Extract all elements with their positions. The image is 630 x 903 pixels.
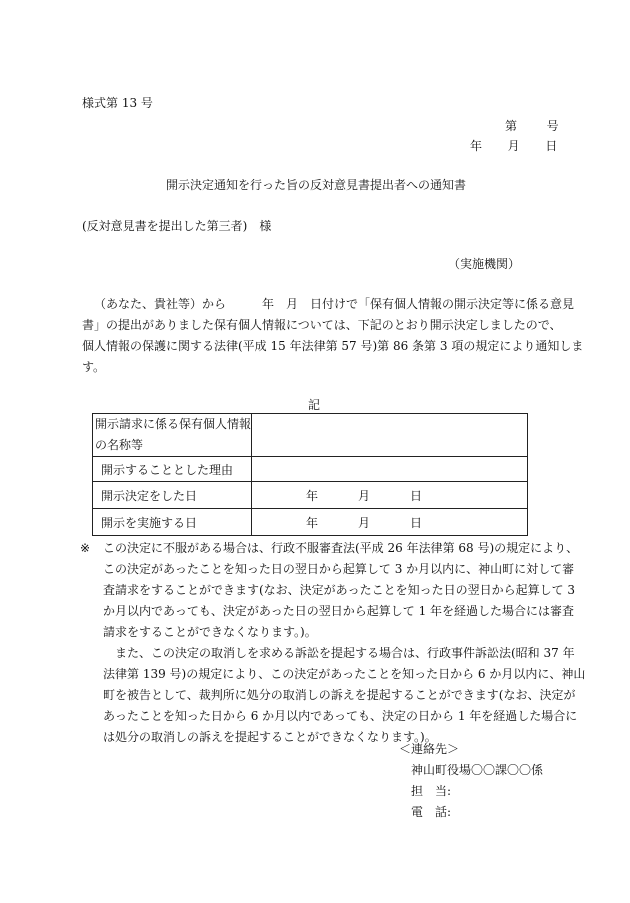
table-label [93, 414, 252, 457]
contact-person: 担 当: [411, 784, 452, 798]
note-line: 請求をすることができなくなります。)。 [103, 625, 317, 639]
body-line: す。 [82, 360, 106, 374]
note-line: 法律第 139 号)の規定により、この決定があったことを知った日から 6 か月以内に、神山 [103, 667, 586, 681]
note-line: あったことを知った日から 6 か月以内であっても、決定の日から 1 年を経過した場合に [103, 709, 578, 723]
table-row [93, 457, 528, 482]
date-month: 月 [358, 515, 371, 530]
header-date [470, 140, 557, 152]
header-date-month: 月 [507, 139, 520, 153]
date-month: 月 [358, 488, 371, 503]
issuing-agency: （実施機関） [448, 257, 521, 271]
table-row [93, 482, 528, 509]
note-line: また、この決定の取消しを求める訴訟を提起する場合は、行政事件訴訟法(昭和 37 年 [103, 646, 575, 660]
table-row [93, 414, 528, 457]
table-date-cell [252, 482, 528, 509]
note-line: か月以内であっても、決定があった日の翌日から起算して 1 年を経過した場合には審査 [103, 604, 575, 618]
document-number-suffix: 号 [546, 119, 559, 133]
disclosure-table [92, 413, 528, 536]
body-line: 書」の提出がありました保有個人情報については、下記のとおり開示決定しましたので、 [82, 318, 562, 332]
note-line: この決定に不服がある場合は、行政不服審査法(平成 26 年法律第 68 号)の規定により、 [103, 541, 579, 555]
table-label-line: 開示請求に係る保有個人情報 [95, 417, 252, 431]
note-line: 査請求をすることができます(なお、決定があったことを知った日の翌日から起算して 3 [103, 583, 576, 597]
date-year: 年 [306, 488, 319, 503]
header-date-day: 日 [545, 139, 558, 153]
form-number: 様式第 13 号 [82, 96, 153, 110]
date-day: 日 [410, 515, 423, 530]
document-number-prefix: 第 [505, 119, 518, 133]
table-label: 開示を実施する日 [93, 509, 252, 536]
addressee: (反対意見書を提出した第三者) 様 [82, 219, 272, 233]
note-line: 町を被告として、裁判所に処分の取消しの訴えを提起することができます(なお、決定が [103, 688, 576, 702]
table-label: 開示決定をした日 [93, 482, 252, 509]
note-line: は処分の取消しの訴えを提起することができなくなります。)。 [103, 730, 437, 744]
note-mark: ※ [80, 541, 91, 555]
table-value [252, 457, 528, 482]
contact-heading: ＜連絡先＞ [399, 742, 460, 756]
ki-heading: 記 [308, 398, 321, 412]
date-day: 日 [410, 488, 423, 503]
body-line: 個人情報の保護に関する法律(平成 15 年法律第 57 号)第 86 条第 3 項の規定により通知しま [82, 339, 584, 353]
table-label: 開示することとした理由 [93, 457, 252, 482]
table-value [252, 414, 528, 457]
contact-office: 神山町役場〇〇課〇〇係 [411, 763, 544, 777]
contact-phone: 電 話: [411, 805, 452, 819]
date-year: 年 [306, 515, 319, 530]
table-date-cell [252, 509, 528, 536]
header-date-year: 年 [470, 139, 483, 153]
document-title: 開示決定通知を行った旨の反対意見書提出者への通知書 [166, 178, 467, 192]
table-label-line: の名称等 [95, 438, 144, 452]
body-paragraph [82, 294, 584, 378]
body-line: （あなた、貴社等）から 年 月 日付けで「保有個人情報の開示決定等に係る意見 [94, 297, 575, 311]
document-number [505, 120, 559, 132]
note-paragraph [103, 538, 586, 748]
note-line: この決定があったことを知った日の翌日から起算して 3 か月以内に、神山町に対して審 [103, 562, 575, 576]
table-row [93, 509, 528, 536]
